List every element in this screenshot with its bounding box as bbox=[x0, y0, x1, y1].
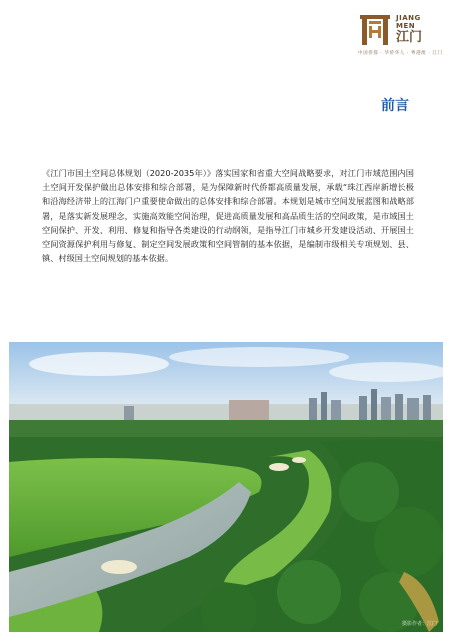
logo-chinese-text: 江门 bbox=[396, 30, 423, 45]
photo-credit: 摄影作者：江门 bbox=[401, 621, 437, 627]
logo-slogan: 中国侨都 · 华侨华人 · 粤港澳 · 江门 bbox=[358, 51, 443, 56]
page-heading: 前言 bbox=[381, 98, 409, 114]
aerial-golf-course-photo bbox=[9, 342, 443, 632]
logo-english-text: JIANG MEN bbox=[396, 14, 421, 30]
gate-logo-icon bbox=[358, 12, 392, 46]
landscape-illustration bbox=[9, 342, 443, 632]
jiangmen-logo bbox=[358, 12, 443, 60]
preface-paragraph: 《江门市国土空间总体规划（2020-2035年）》落实国家和省重大空间战略要求，对江门市域范围内国土空间开发保护做出总体安排和综合部署，是为保障新时代侨都高质量发展，承载“珠江西岸新增长极和沿海经济带上的江海门户重要使命做出的总体安排和综合部署。本规划是城市空间发展蓝图和战略部署，是落实新发展理念，实施高效能空间治理，促进高质量发展和高品质生活的空间政策，是市域国土空间保护、开发、利用、修复和指导各类建设的行动纲领，是指导江门市城乡开发建设活动、开展国土空间资源保护利用与修复、制定空间发展政策和空间管制的基本依据，是编制市级相关专项规划、县、镇、村级国土空间规划的基本依据。 bbox=[42, 168, 414, 264]
